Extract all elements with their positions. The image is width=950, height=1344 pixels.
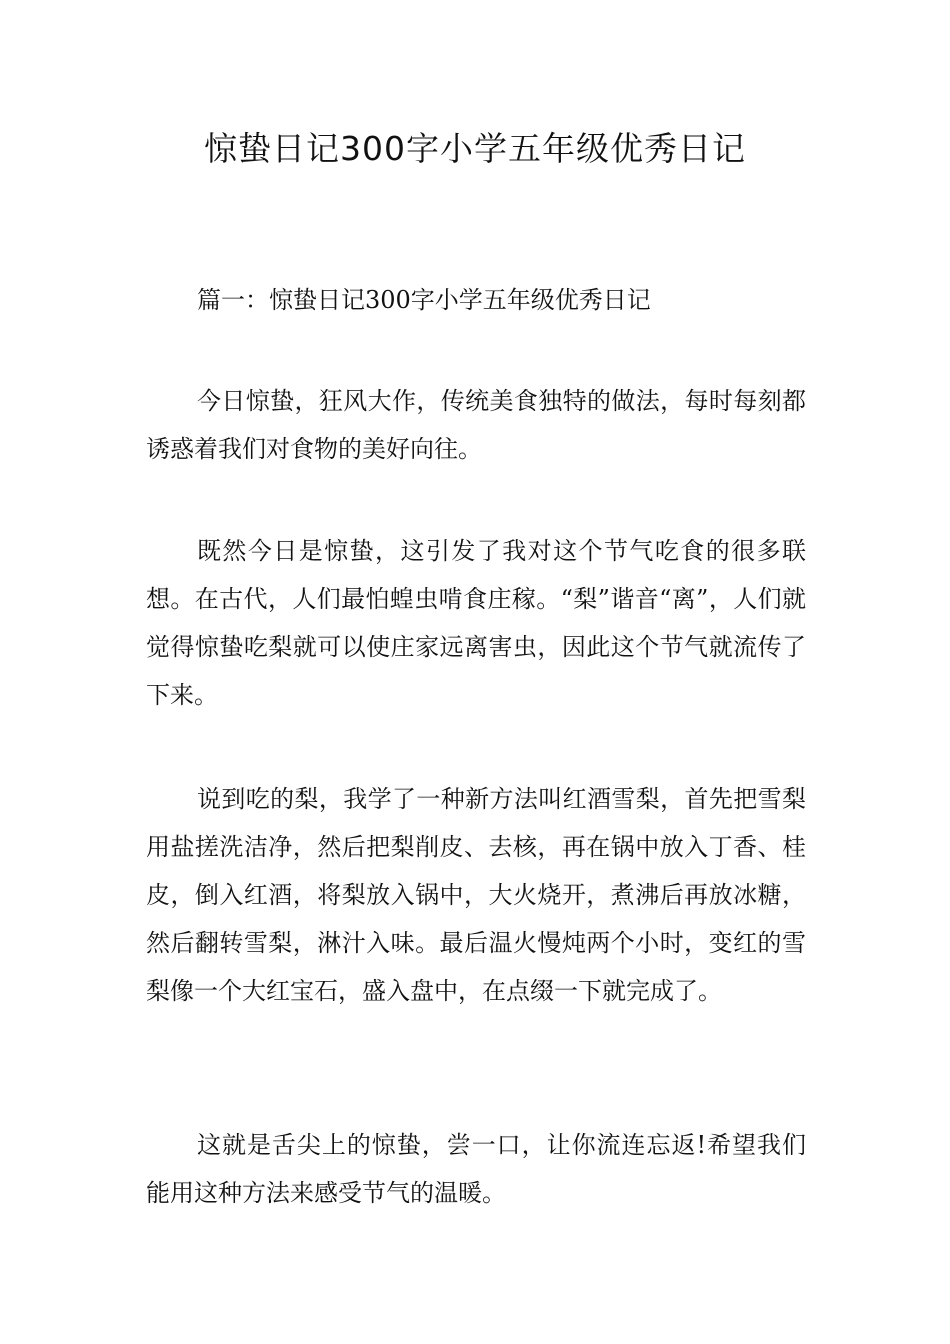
document-title: 惊蛰日记300字小学五年级优秀日记 xyxy=(204,129,746,168)
paragraph: 今日惊蛰，狂风大作，传统美食独特的做法，每时每刻都诱惑着我们对食物的美好向往。 xyxy=(146,387,806,463)
paragraph: 既然今日是惊蛰，这引发了我对这个节气吃食的很多联想。在古代，人们最怕蝗虫啃食庄稼。“梨”谐音“离”，人们就觉得惊蛰吃梨就可以使庄家远离害虫，因此这个节气就流传了下来。 xyxy=(146,537,806,709)
section-heading: 篇一：惊蛰日记300字小学五年级优秀日记 xyxy=(197,286,651,314)
paragraph: 说到吃的梨，我学了一种新方法叫红酒雪梨，首先把雪梨用盐搓洗洁净，然后把梨削皮、去核，再在锅中放入丁香、桂皮，倒入红酒，将梨放入锅中，大火烧开，煮沸后再放冰糖，然后翻转雪梨，淋汁入味。最后温火慢炖两个小时，变红的雪梨像一个大红宝石，盛入盘中，在点缀一下就完成了。 xyxy=(146,785,806,1005)
paragraph: 这就是舌尖上的惊蛰，尝一口，让你流连忘返!希望我们能用这种方法来感受节气的温暖。 xyxy=(146,1131,806,1207)
